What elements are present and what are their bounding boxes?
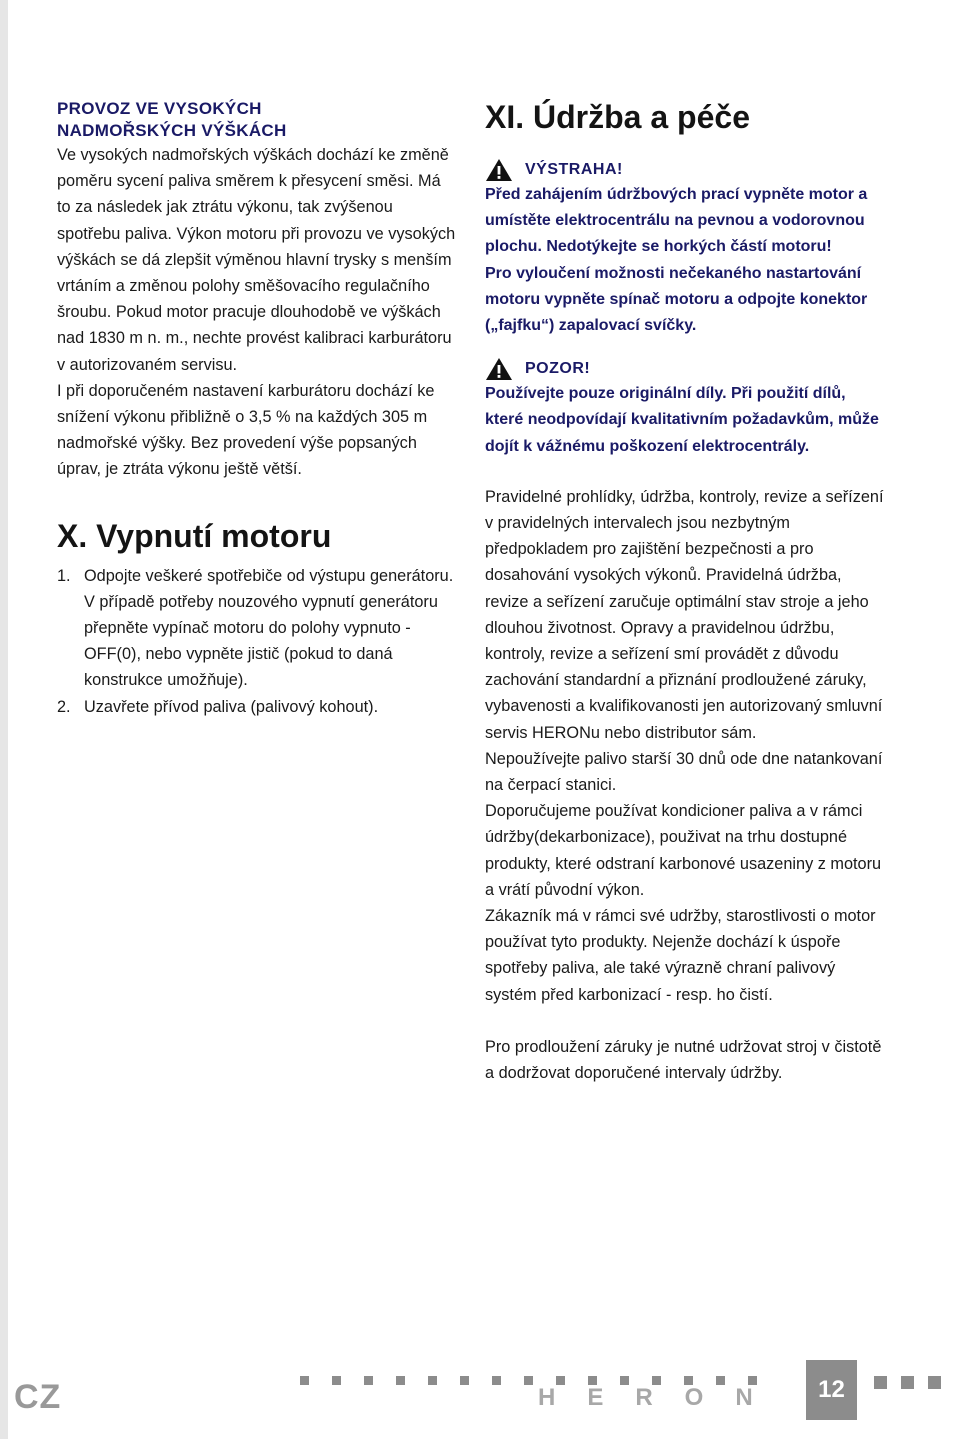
paragraph: Doporučujeme používat kondicioner paliva a v rámci údržby(dekarbonizace), použivat na trhu dostupné produkty, které odstraní karbonové usazeniny z motoru a vrátí původní výkon. — [485, 802, 882, 899]
list-item — [57, 694, 457, 720]
paragraph: I při doporučeném nastavení karburátoru dochází ke snížení výkonu přibližně o 3,5 % na každých 305 m nadmořské výšky. Bez provedení výše popsaných úprav, je ztráta výkonu ještě větší. — [57, 381, 435, 479]
paragraph: Pro prodloužení záruky je nutné udržovat stroj v čistotě a dodržovat doporučené intervaly údržby. — [485, 1037, 882, 1083]
high-altitude-text — [57, 142, 457, 483]
caution-label: POZOR! — [525, 360, 591, 378]
dot — [364, 1376, 373, 1385]
section-heading-line2: NADMOŘSKÝCH VÝŠKÁCH — [57, 121, 287, 140]
dot — [460, 1376, 469, 1385]
paragraph: Ve vysokých nadmořských výškách dochází ke změně poměru sycení paliva směrem k přesycení směsi. Má to za následek jak ztrátu výkonu, tak zvýšenou spotřebu paliva. Výkon motoru při provozu ve vysokých výškách se dá zlepšit výměnou hlavní trysky s menším vrtáním a změnou polohy směšovacího regulačního šroubu. Pokud motor pracuje dlouhodobě ve výškách nad 1830 m n. m., nechte provést kalibraci karburátoru v autorizovaném servisu. — [57, 146, 456, 374]
caution-line: Používejte pouze originální díly. Při použití dílů, které neodpovídají kvalitativním požadavkům, může dojít k vážnému poškození elektrocentrály. — [485, 385, 879, 455]
chapter-title-maintenance: XI. Údržba a péče — [485, 99, 750, 135]
paragraph: Pravidelné prohlídky, údržba, kontroly, revize a seřízení v pravidelných intervalech jsou nezbytným předpokladem pro zajištění bezpečnosti a pro dosahování vysokých výkonů. Pravidelná údržba, revize a seřízení zaručuje optimální stav stroje a jeho dlouhou životnost. Opravy a pravidelnou údržbu, kontroly, revize a seřízení smí provádět z důvodu zachování standardní a přiznání prodloužené záruky, vybavenosti a kvalifikovanosti jen autorizovaný smluvní servis HERONu nebo distributor sám. — [485, 487, 884, 742]
warning-line: Před zahájením údržbových prací vypněte motor a umístěte elektrocentrálu na pevnou a vodorovnou plochu. Nedotýkejte se horkých částí motoru! — [485, 186, 868, 256]
dot — [874, 1376, 887, 1389]
warning-triangle-icon — [485, 158, 513, 182]
warranty-note — [485, 1034, 885, 1086]
caution-block — [485, 357, 885, 460]
section-heading-line1: PROVOZ VE VYSOKÝCH — [57, 99, 262, 118]
page-footer — [0, 1350, 960, 1439]
dot — [332, 1376, 341, 1385]
warning-text — [485, 182, 885, 339]
step-number: 2. — [57, 697, 71, 716]
list-item — [57, 563, 457, 694]
language-code: CZ — [14, 1378, 62, 1416]
dot — [492, 1376, 501, 1385]
dot — [901, 1376, 914, 1389]
warning-block — [485, 158, 885, 339]
right-column — [485, 98, 885, 1086]
brand-logo: HERON — [538, 1384, 785, 1411]
footer-dots-right-decoration — [874, 1376, 941, 1389]
page-number: 12 — [806, 1360, 857, 1420]
warning-heading — [485, 158, 885, 182]
left-column — [57, 98, 457, 720]
step-text: Uzavřete přívod paliva (palivový kohout). — [84, 697, 379, 716]
paragraph: Zákazník má v rámci své udržby, starostlivosti o motor používat tyto produkty. Nejenže dochází k úspoře spotřeby paliva, ale také výrazně chraní palivový systém před karbonizací - resp. ho čistí. — [485, 907, 876, 1004]
dot — [928, 1376, 941, 1389]
dot — [524, 1376, 533, 1385]
shutdown-steps — [57, 563, 457, 720]
maintenance-text — [485, 484, 885, 1008]
warning-label: VÝSTRAHA! — [525, 161, 623, 178]
caution-triangle-icon — [485, 357, 513, 381]
caution-text — [485, 381, 885, 460]
page-edge-shadow — [0, 0, 8, 1439]
dot — [300, 1376, 309, 1385]
step-number: 1. — [57, 566, 71, 585]
section-heading-high-altitude — [57, 98, 457, 142]
caution-heading — [485, 357, 885, 381]
chapter-title-engine-shutdown: X. Vypnutí motoru — [57, 517, 332, 554]
warning-line: Pro vyloučení možnosti nečekaného nastartování motoru vypněte spínač motoru a odpojte konektor („fajfku“) zapalovací svíčky. — [485, 264, 868, 335]
dot — [428, 1376, 437, 1385]
dot — [396, 1376, 405, 1385]
step-text: Odpojte veškeré spotřebiče od výstupu generátoru. V případě potřeby nouzového vypnutí generátoru přepněte vypínač motoru do polohy vypnuto - OFF(0), nebo vypněte jistič (pokud to daná konstrukce umožňuje). — [84, 566, 454, 690]
paragraph: Nepoužívejte palivo starší 30 dnů ode dne natankovaní na čerpací stanici. — [485, 749, 883, 795]
